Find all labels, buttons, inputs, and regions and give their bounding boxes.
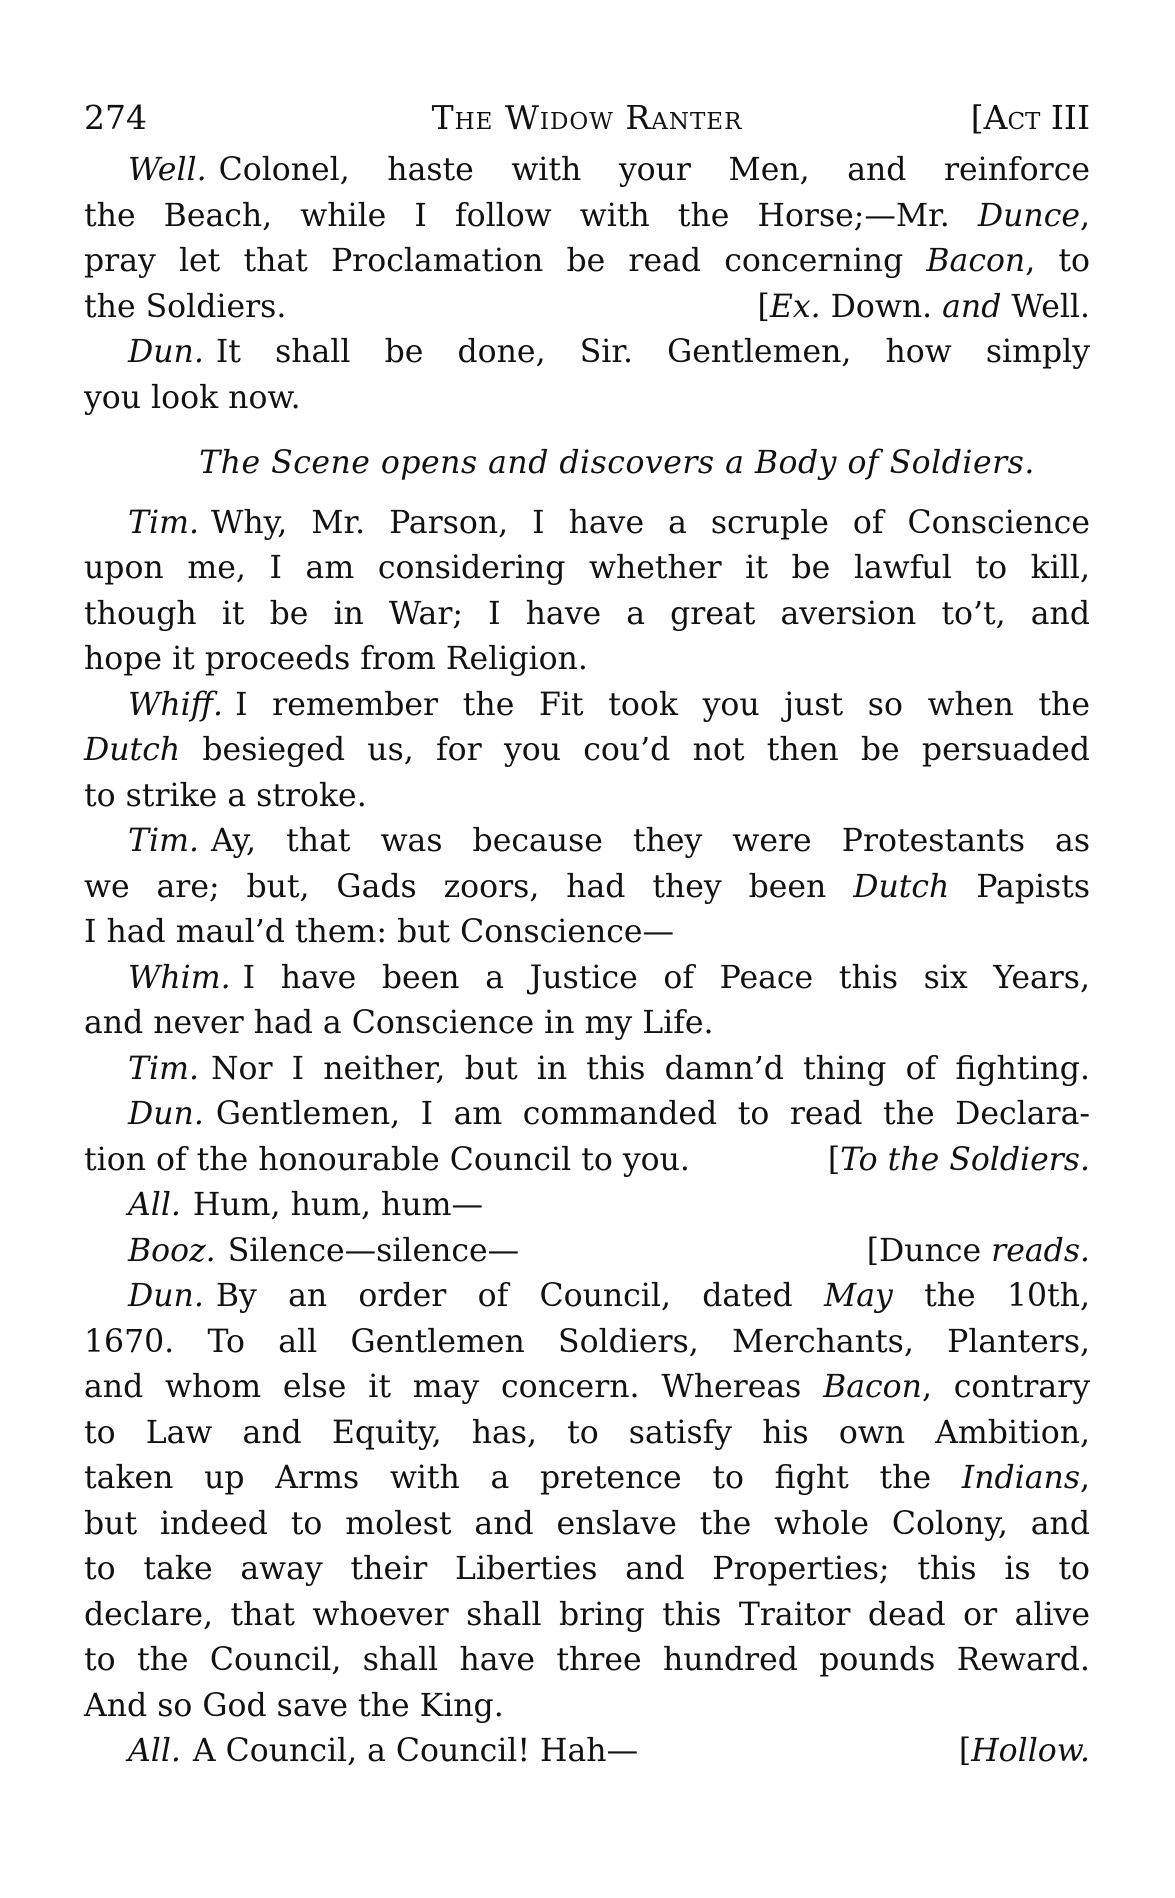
text-line: And so God save the King. [84,1687,504,1724]
text-line: to strike a stroke. [84,777,367,814]
stage-direction: [Ex. Down. and Well. [757,288,1090,325]
text-line: hope it proceeds from Religion. [84,641,588,677]
speaker-name: Whim. [128,959,231,996]
page-number: 274 [84,98,147,137]
running-title: The Widow Ranter [431,98,743,137]
text-line: All. Hum, hum, hum— [128,1187,483,1223]
stage-direction: [To the Soldiers. [827,1141,1090,1178]
speaker-name: Dun. [128,334,204,370]
running-header [84,94,1090,142]
stage-direction: [Dunce reads. [866,1232,1090,1269]
text-line: to Law and Equity, has, to satisfy his own Ambition, [84,1414,1090,1451]
speaker-name: Tim. [128,823,199,859]
text-line: All. A Council, a Council! Hah— [Hollow. [84,1729,1090,1775]
text-line: and whom else it may concern. Whereas Bacon, contrary [84,1369,1090,1405]
play-text [84,148,1090,1775]
text-line: though it be in War; I have a great aversion to’t, and [84,595,1090,632]
text-line: we are; but, Gads zoors, had they been Dutch Papists [84,868,1090,905]
text-line: to the Council, shall have three hundred pounds Reward. [84,1642,1090,1678]
text-line: I had maul’d them: but Conscience— [84,914,675,950]
text-line: you look now. [84,379,301,416]
scene-heading: The Scene opens and discovers a Body of Soldiers. [199,445,1035,481]
act-marker: [Act III [970,98,1090,137]
text-line: Dutch besieged us, for you cou’d not then be persuaded [84,732,1090,768]
text-line: taken up Arms with a pretence to fight the Indians, [84,1460,1090,1496]
text-line: Dun. Gentlemen, I am commanded to read the Declara- [128,1096,1090,1132]
speaker-name: All. [128,1733,181,1769]
text-line: Tim. Ay, that was because they were Protestants as [128,823,1090,859]
text-line: Tim. Nor I neither, but in this damn’d thing of fighting. [128,1050,1090,1087]
speaker-name: Dun. [128,1278,204,1314]
text-line: Tim. Why, Mr. Parson, I have a scruple of Conscience [128,504,1090,541]
speaker-name: Tim. [128,1050,199,1087]
text-line: declare, that whoever shall bring this Traitor dead or alive [84,1596,1090,1633]
text-line: Whim. I have been a Justice of Peace this six Years, [128,959,1090,996]
text-line: upon me, I am considering whether it be lawful to kill, [84,550,1090,586]
text-line: tion of the honourable Council to you. [To the Soldiers. [84,1138,1090,1184]
speaker-name: Dun. [128,1096,204,1132]
text-line: but indeed to molest and enslave the whole Colony, and [84,1505,1090,1542]
text-line: the Soldiers. [Ex. Down. and Well. [84,285,1090,331]
text-line: pray let that Proclamation be read concerning Bacon, to [84,243,1090,279]
speaker-name: All. [128,1187,181,1223]
text-line: and never had a Conscience in my Life. [84,1005,714,1041]
speaker-name: Tim. [128,504,199,541]
text-line: Well. Colonel, haste with your Men, and reinforce [128,152,1090,188]
text-line: the Beach, while I follow with the Horse;—Mr. Dunce, [84,197,1090,234]
speaker-name: Well. [128,152,207,188]
speaker-name: Whiff. [128,686,224,723]
stage-direction: [Hollow. [958,1733,1090,1769]
text-line: Booz. Silence—silence— [Dunce reads. [84,1229,1090,1275]
text-line: to take away their Liberties and Properties; this is to [84,1551,1090,1587]
text-line: 1670. To all Gentlemen Soldiers, Merchants, Planters, [84,1323,1090,1360]
speaker-name: Booz. [128,1232,216,1269]
text-line: Dun. By an order of Council, dated May the 10th, [128,1278,1091,1314]
text-line: Whiff. I remember the Fit took you just so when the [128,686,1090,723]
text-line: Dun. It shall be done, Sir. Gentlemen, how simply [128,334,1090,370]
